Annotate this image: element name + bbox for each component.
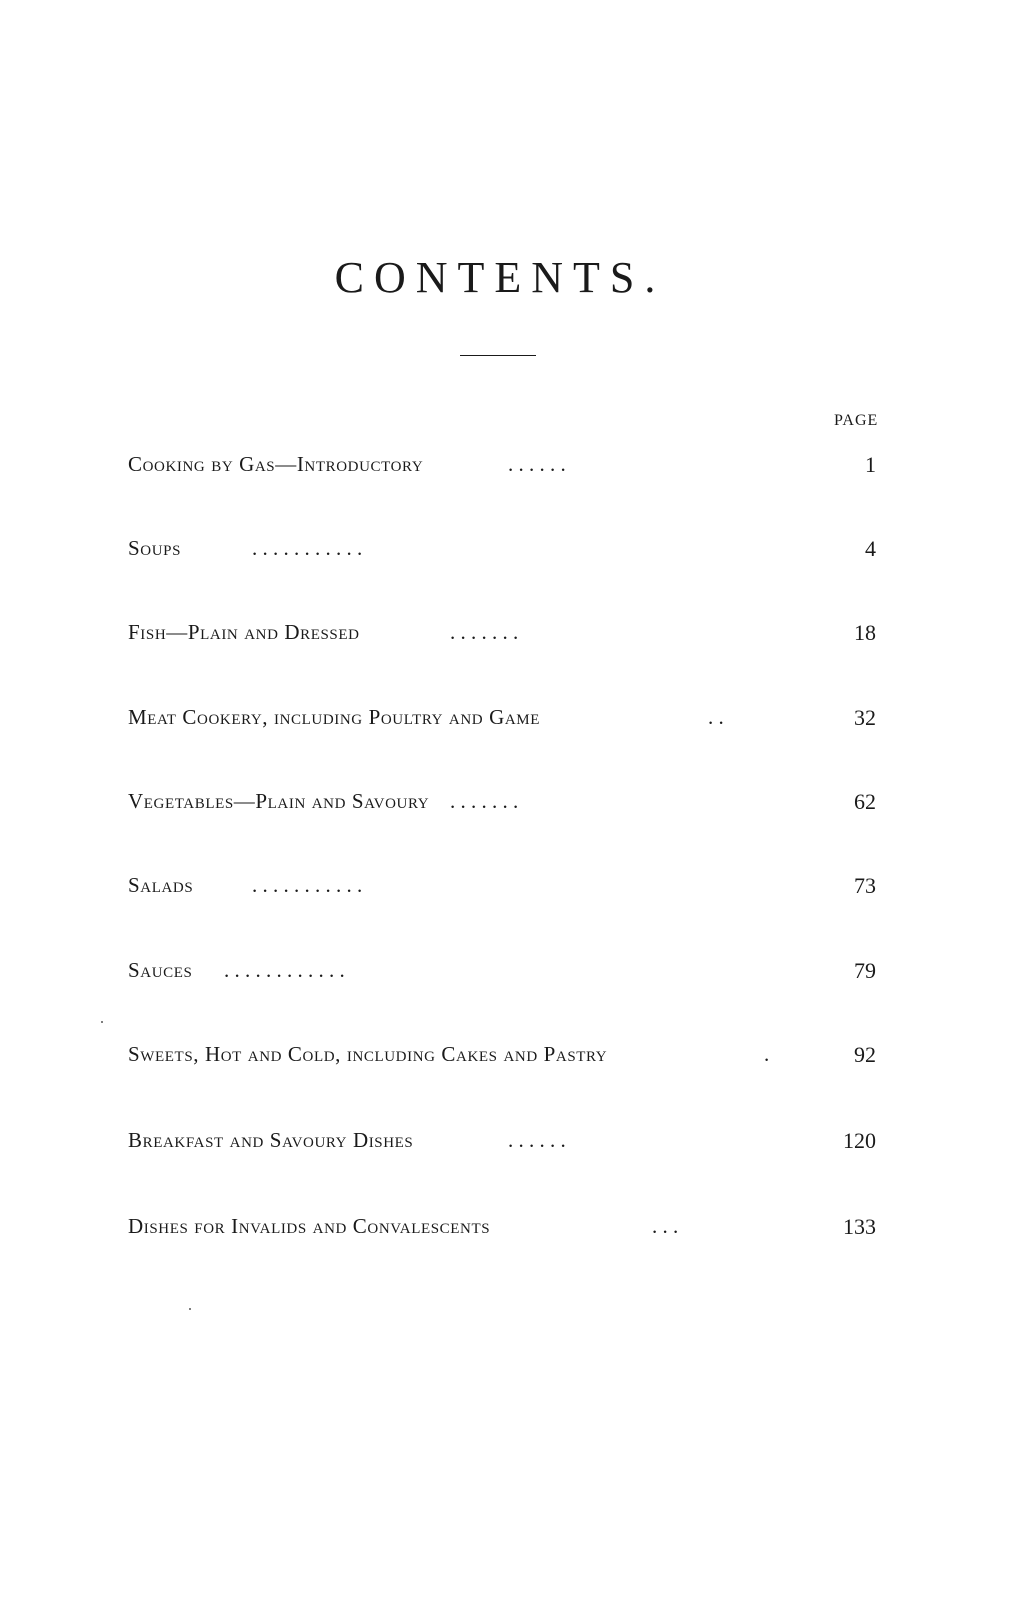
toc-entry-soups [128, 536, 876, 566]
page-title: CONTENTS. [334, 253, 666, 302]
toc-entry-page: 133 [843, 1214, 876, 1239]
toc-entry-fish [128, 620, 876, 650]
toc-dot-leader: . . . [652, 1214, 679, 1238]
title-rule [460, 355, 536, 356]
toc-dot-leader: . . . . . . [508, 452, 566, 476]
toc-entry-title: Breakfast and Savoury Dishes [128, 1128, 414, 1152]
page-column-header: PAGE [834, 412, 879, 429]
toc-entry-page: 62 [854, 789, 876, 814]
toc-entry-cooking-by-gas [128, 452, 876, 482]
toc-entry-title: Meat Cookery, including Poultry and Game [128, 705, 540, 729]
toc-entry-breakfast [128, 1128, 876, 1158]
toc-entry-title: Vegetables—Plain and Savoury [128, 789, 430, 813]
toc-dot-leader: . . . . . . . . . . . [252, 536, 363, 560]
toc-entry-meat-cookery [128, 705, 876, 735]
toc-entry-title: Sauces [128, 958, 193, 982]
toc-dot-leader: . . . . . . . . . . . [252, 873, 363, 897]
toc-entry-page: 32 [854, 705, 876, 730]
toc-entry-title: Cooking by Gas—Introductory [128, 452, 424, 476]
toc-entry-title: Sweets, Hot and Cold, including Cakes and Pastry [128, 1042, 608, 1066]
toc-entry-sauces [128, 958, 876, 988]
toc-entry-invalids [128, 1214, 876, 1244]
toc-entry-page: 92 [854, 1042, 876, 1067]
toc-entry-page: 79 [854, 958, 876, 983]
print-speck [101, 1021, 103, 1023]
toc-entry-page: 120 [843, 1128, 876, 1153]
toc-dot-leader: . . [708, 705, 724, 729]
toc-entry-page: 4 [865, 536, 876, 561]
toc-entry-page: 73 [854, 873, 876, 898]
toc-dot-leader: . [764, 1042, 770, 1066]
toc-entry-sweets [128, 1042, 876, 1072]
toc-entry-title: Fish—Plain and Dressed [128, 620, 360, 644]
toc-entry-page: 18 [854, 620, 876, 645]
print-speck [189, 1308, 191, 1310]
toc-dot-leader: . . . . . . . . . . . . [224, 958, 345, 982]
toc-entry-title: Dishes for Invalids and Convalescents [128, 1214, 491, 1238]
toc-entry-page: 1 [865, 452, 876, 477]
toc-entry-salads [128, 873, 876, 903]
toc-entry-title: Soups [128, 536, 182, 560]
toc-entry-title: Salads [128, 873, 194, 897]
toc-dot-leader: . . . . . . . [450, 789, 519, 813]
toc-dot-leader: . . . . . . . [450, 620, 519, 644]
toc-entry-vegetables [128, 789, 876, 819]
toc-dot-leader: . . . . . . [508, 1128, 566, 1152]
